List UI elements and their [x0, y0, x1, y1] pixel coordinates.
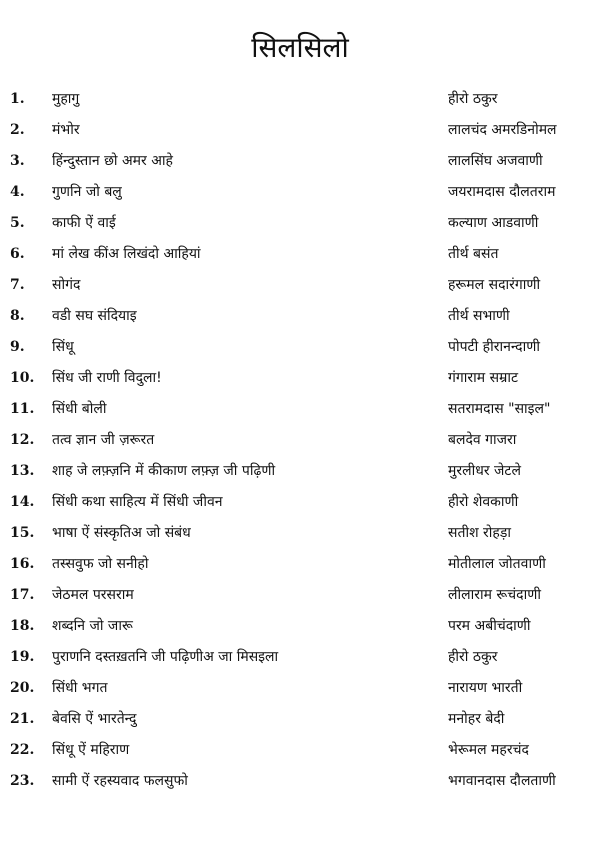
entry-number: 15.	[10, 525, 35, 541]
entry-title: बेवसि ऐं भारतेन्दु	[52, 711, 137, 727]
entry-author: सतरामदास "साइल"	[448, 401, 551, 417]
contents-row	[0, 552, 600, 583]
entry-number: 10.	[10, 370, 35, 386]
entry-author: मनोहर बेदी	[448, 711, 505, 727]
entry-number: 5.	[10, 215, 25, 231]
entry-number: 16.	[10, 556, 35, 572]
entry-author: कल्याण आडवाणी	[448, 215, 539, 231]
contents-row	[0, 769, 600, 800]
contents-row	[0, 676, 600, 707]
entry-number: 7.	[10, 277, 25, 293]
entry-title: पुराणनि दस्तख़तनि जी पढ़िणीअ जा मिसइला	[52, 649, 279, 665]
entry-title: शाह जे लफ़्ज़नि में कीकाण लफ़्ज़ जी पढ़िणी	[52, 463, 276, 479]
entry-number: 2.	[10, 122, 25, 138]
contents-row	[0, 521, 600, 552]
contents-row	[0, 304, 600, 335]
contents-row	[0, 273, 600, 304]
entry-author: लीलाराम रूचंदाणी	[448, 587, 541, 603]
entry-title: शब्दनि जो जारू	[52, 618, 133, 634]
entry-number: 12.	[10, 432, 35, 448]
entry-author: हरूमल सदारंगाणी	[448, 277, 541, 293]
contents-row	[0, 459, 600, 490]
contents-row	[0, 583, 600, 614]
entry-title: वडी सघ संदियाइ	[52, 308, 137, 324]
contents-row	[0, 738, 600, 769]
entry-author: हीरो ठकुर	[448, 649, 498, 665]
contents-list	[0, 87, 600, 800]
entry-title: मंभोर	[52, 122, 80, 138]
entry-number: 17.	[10, 587, 35, 603]
entry-title: तत्व ज्ञान जी ज़रूरत	[52, 432, 155, 448]
contents-row	[0, 490, 600, 521]
entry-author: बलदेव गाजरा	[448, 432, 517, 448]
entry-title: सिंधी भगत	[52, 680, 108, 696]
entry-author: लालचंद अमरडिनोमल	[448, 122, 557, 138]
entry-number: 4.	[10, 184, 25, 200]
entry-title: सामी ऐं रहस्यवाद फलसुफो	[52, 773, 188, 789]
entry-number: 13.	[10, 463, 35, 479]
entry-title: सोगंद	[52, 277, 81, 293]
entry-title: भाषा ऐं संस्कृतिअ जो संबंध	[52, 525, 191, 541]
entry-title: जेठमल परसराम	[52, 587, 134, 603]
entry-author: भेरूमल महरचंद	[448, 742, 529, 758]
page-title: सिलसिलो	[251, 31, 349, 64]
entry-author: सतीश रोहड़ा	[448, 525, 511, 541]
entry-title: तस्सवुफ जो सनीहो	[52, 556, 149, 572]
entry-number: 14.	[10, 494, 35, 510]
contents-row	[0, 180, 600, 211]
entry-number: 21.	[10, 711, 35, 727]
contents-row	[0, 335, 600, 366]
contents-row	[0, 614, 600, 645]
entry-number: 8.	[10, 308, 25, 324]
entry-author: हीरो ठकुर	[448, 91, 498, 107]
contents-row	[0, 149, 600, 180]
entry-number: 19.	[10, 649, 35, 665]
entry-author: जयरामदास दौलतराम	[448, 184, 556, 200]
entry-title: मां लेख कींअ लिखंदो आहियां	[52, 246, 201, 262]
entry-author: पोपटी हीरानन्दाणी	[448, 339, 540, 355]
entry-number: 3.	[10, 153, 25, 169]
entry-author: परम अबीचंदाणी	[448, 618, 531, 634]
entry-author: मोतीलाल जोतवाणी	[448, 556, 546, 572]
entry-number: 11.	[10, 401, 35, 417]
entry-author: गंगाराम सम्राट	[448, 370, 519, 386]
contents-row	[0, 242, 600, 273]
entry-number: 9.	[10, 339, 25, 355]
entry-title: काफी ऐं वाई	[52, 215, 116, 231]
entry-title: सिंध जी राणी विदुला!	[52, 370, 162, 386]
entry-title: सिंधी बोली	[52, 401, 107, 417]
entry-number: 1.	[10, 91, 25, 107]
contents-row	[0, 87, 600, 118]
contents-row	[0, 397, 600, 428]
entry-author: हीरो शेवकाणी	[448, 494, 519, 510]
contents-row	[0, 707, 600, 738]
contents-row	[0, 645, 600, 676]
entry-number: 20.	[10, 680, 35, 696]
entry-title: गुणनि जो बलु	[52, 184, 122, 200]
entry-number: 18.	[10, 618, 35, 634]
entry-title: हिंन्दुस्तान छो अमर आहे	[52, 153, 173, 169]
entry-author: तीर्थ बसंत	[448, 246, 499, 262]
entry-number: 6.	[10, 246, 25, 262]
entry-author: मुरलीधर जेटले	[448, 463, 521, 479]
entry-number: 22.	[10, 742, 35, 758]
contents-row	[0, 366, 600, 397]
entry-author: नारायण भारती	[448, 680, 523, 696]
contents-row	[0, 118, 600, 149]
entry-author: भगवानदास दौलताणी	[448, 773, 556, 789]
entry-title: सिंधू ऐं महिराण	[52, 742, 130, 758]
entry-author: तीर्थ सभाणी	[448, 308, 510, 324]
entry-author: लालसिंघ अजवाणी	[448, 153, 543, 169]
entry-title: मुहागु	[52, 91, 80, 107]
contents-row	[0, 428, 600, 459]
entry-number: 23.	[10, 773, 35, 789]
contents-row	[0, 211, 600, 242]
entry-title: सिंधी कथा साहित्य में सिंधी जीवन	[52, 494, 223, 510]
entry-title: सिंधू	[52, 339, 74, 355]
